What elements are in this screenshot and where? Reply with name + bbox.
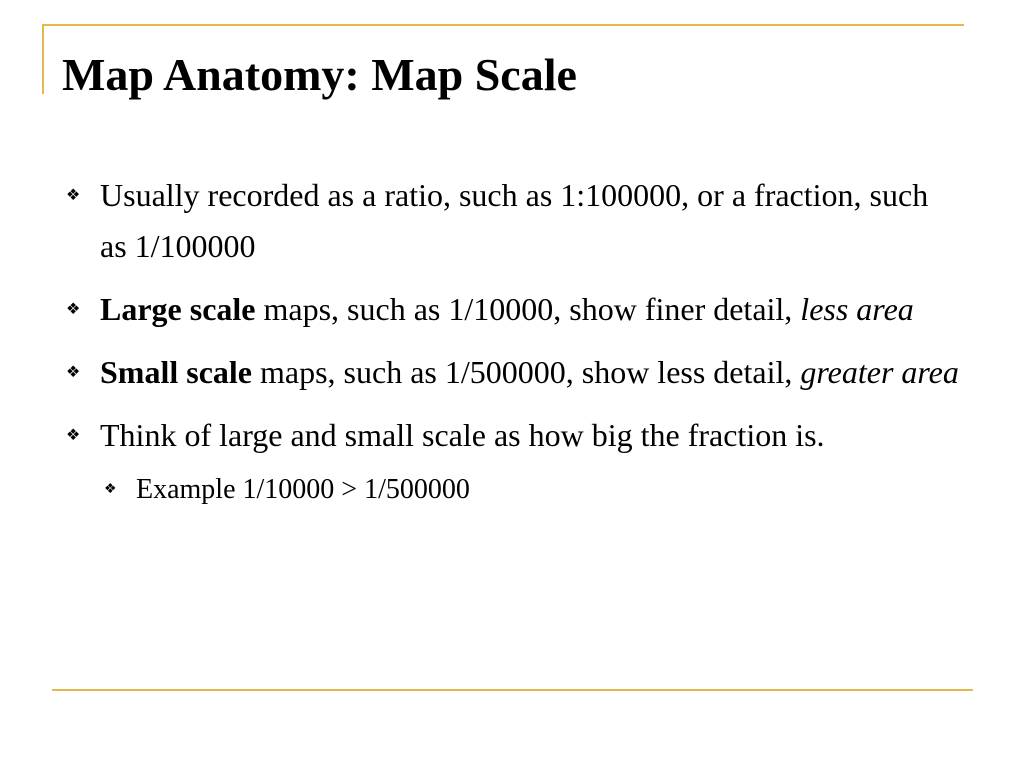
sub-bullet-item-example (62, 469, 962, 511)
diamond-bullet-icon: ❖ (66, 427, 81, 444)
bullet-bold-term: Large scale (100, 291, 256, 327)
frame-left-rule (42, 24, 44, 94)
bullet-item-small-scale (62, 347, 962, 398)
bullet-item-scale-notation (62, 170, 962, 272)
diamond-bullet-icon: ❖ (66, 187, 81, 204)
frame-bottom-rule (52, 689, 973, 691)
sub-bullet-text: Example 1/10000 > 1/500000 (136, 474, 470, 505)
diamond-bullet-icon: ❖ (104, 482, 117, 497)
bullet-text: Think of large and small scale as how big the fraction is. (100, 417, 825, 453)
bullet-text: maps, such as 1/10000, show finer detail, (255, 291, 801, 327)
slide-title: Map Anatomy: Map Scale (62, 49, 577, 100)
bullet-list (62, 170, 962, 511)
frame-top-rule (42, 24, 964, 26)
diamond-bullet-icon: ❖ (66, 364, 81, 381)
bullet-text: Usually recorded as a ratio, such as 1:100000, or a fraction, such as 1/100000 (100, 177, 929, 264)
bullet-item-fraction-size (62, 410, 962, 461)
bullet-bold-term: Small scale (100, 354, 252, 390)
bullet-italic-term: greater area (800, 354, 959, 390)
bullet-text: maps, such as 1/500000, show less detail, (251, 354, 801, 390)
diamond-bullet-icon: ❖ (66, 301, 81, 318)
bullet-italic-term: less area (800, 291, 914, 327)
bullet-item-large-scale (62, 284, 962, 335)
